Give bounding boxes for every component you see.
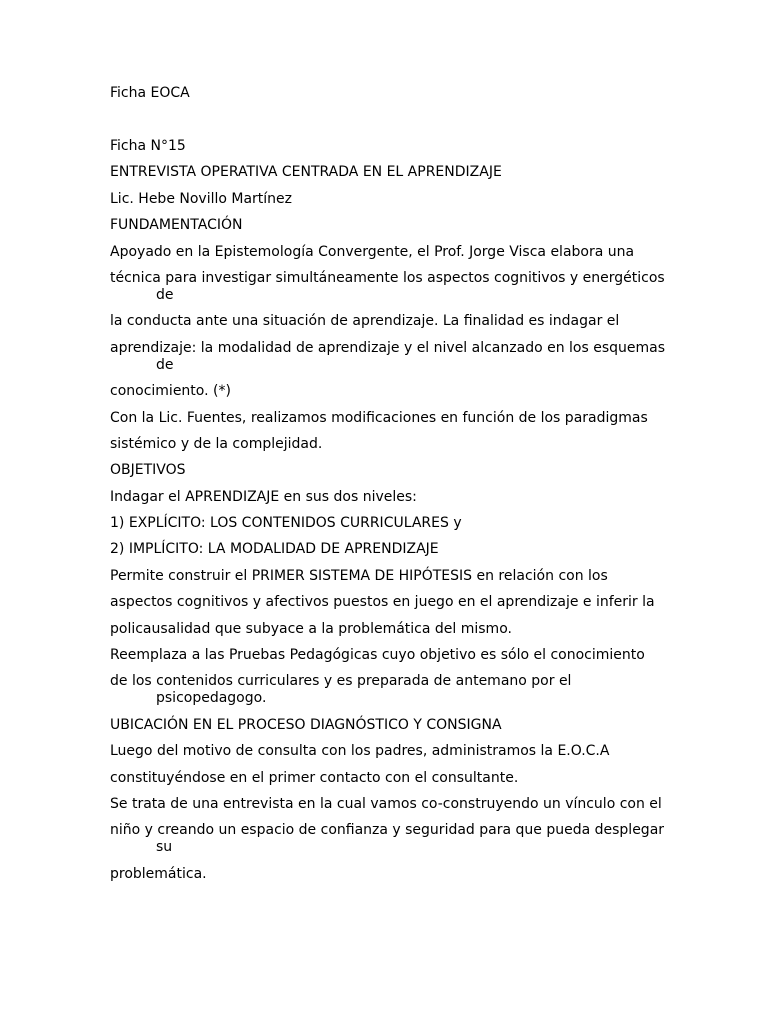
body-paragraph: de los contenidos curriculares y es preparada de antemano por el psicopedagogo. <box>110 673 572 707</box>
document-body <box>110 138 670 892</box>
body-paragraph: la conducta ante una situación de aprendizaje. La finalidad es indagar el <box>110 313 620 330</box>
body-paragraph: policausalidad que subyace a la problemática del mismo. <box>110 620 512 637</box>
paragraph-heading-entrevista: ENTREVISTA OPERATIVA CENTRADA EN EL APRENDIZAJE <box>110 164 502 181</box>
body-paragraph: sistémico y de la complejidad. <box>110 435 323 452</box>
section-heading-objetivos: OBJETIVOS <box>110 462 186 479</box>
body-paragraph: Se trata de una entrevista en la cual vamos co-construyendo un vínculo con el <box>110 795 662 812</box>
paragraph-author: Lic. Hebe Novillo Martínez <box>110 190 293 207</box>
body-paragraph: aprendizaje: la modalidad de aprendizaje y el nivel alcanzado en los esquemas de <box>110 339 666 373</box>
body-paragraph: Luego del motivo de consulta con los padres, administramos la E.O.C.A <box>110 743 610 760</box>
section-heading-ubicacion: UBICACIÓN EN EL PROCESO DIAGNÓSTICO Y CONSIGNA <box>110 716 502 733</box>
list-item-implicito: 2) IMPLÍCITO: LA MODALIDAD DE APRENDIZAJE <box>110 541 439 558</box>
body-paragraph: Reemplaza a las Pruebas Pedagógicas cuyo objetivo es sólo el conocimiento <box>110 647 645 664</box>
body-paragraph: conocimiento. (*) <box>110 383 231 400</box>
body-paragraph: niño y creando un espacio de confianza y seguridad para que pueda desplegar su <box>110 822 665 856</box>
body-paragraph: constituyéndose en el primer contacto con el consultante. <box>110 769 519 786</box>
list-item-explicito: 1) EXPLÍCITO: LOS CONTENIDOS CURRICULARES y <box>110 515 462 532</box>
body-paragraph: Permite construir el PRIMER SISTEMA DE HIPÓTESIS en relación con los <box>110 567 608 584</box>
body-paragraph: técnica para investigar simultáneamente los aspectos cognitivos y energéticos de <box>110 269 665 303</box>
body-paragraph: Apoyado en la Epistemología Convergente, el Prof. Jorge Visca elabora una <box>110 243 635 260</box>
section-heading-fundamentacion: FUNDAMENTACIÓN <box>110 217 243 234</box>
paragraph-ficha-number: Ficha N°15 <box>110 138 186 154</box>
body-paragraph: Con la Lic. Fuentes, realizamos modificaciones en función de los paradigmas <box>110 409 648 426</box>
document-title: Ficha EOCA <box>110 85 190 101</box>
body-paragraph: aspectos cognitivos y afectivos puestos en juego en el aprendizaje e inferir la <box>110 594 655 611</box>
body-paragraph: Indagar el APRENDIZAJE en sus dos niveles: <box>110 488 417 505</box>
body-paragraph: problemática. <box>110 865 207 882</box>
